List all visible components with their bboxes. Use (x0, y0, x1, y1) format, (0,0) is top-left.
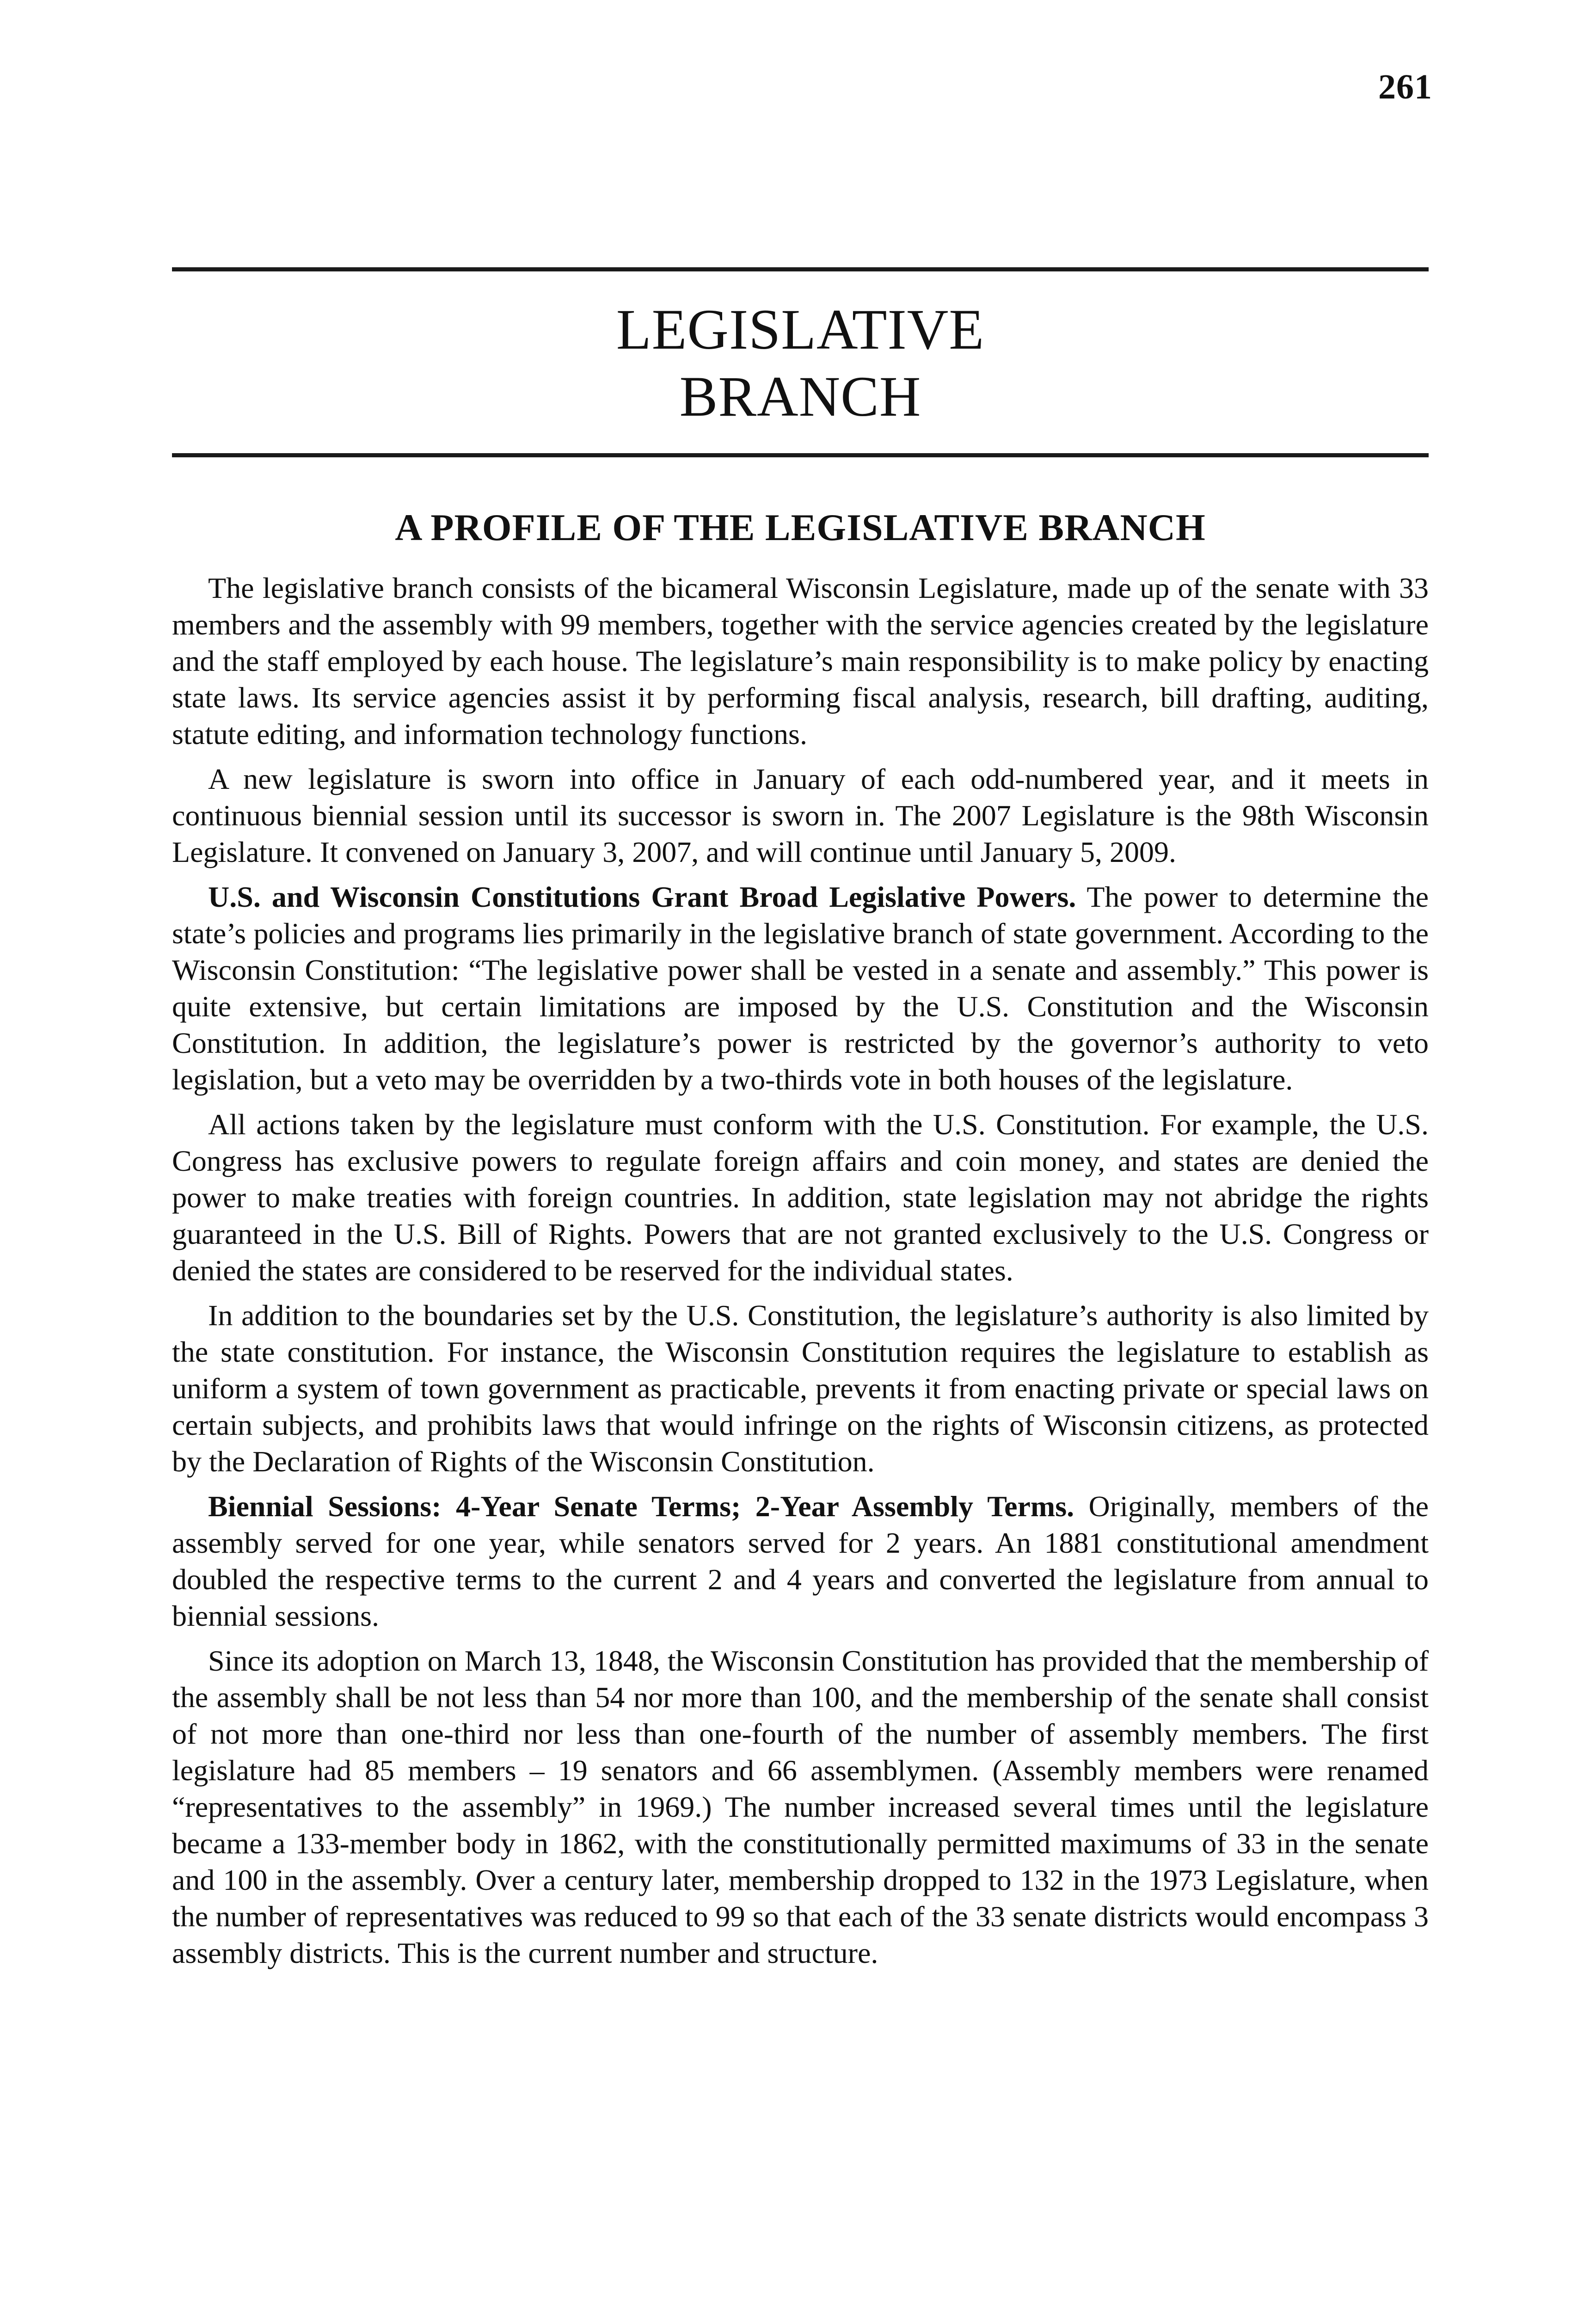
paragraph-biennial-sessions (172, 1488, 1429, 1634)
paragraph-constitutional-powers (172, 879, 1429, 1098)
chapter-title-line-1: LEGISLATIVE (616, 298, 985, 361)
section-heading: A PROFILE OF THE LEGISLATIVE BRANCH (395, 506, 1206, 548)
body-text (172, 570, 1429, 1980)
run-in-heading-biennial-sessions: Biennial Sessions: 4-Year Senate Terms; 2-Year Assembly Terms. (208, 1490, 1074, 1523)
chapter-bottom-rule (172, 453, 1429, 457)
chapter-title (172, 296, 1429, 430)
chapter-title-line-2: BRANCH (679, 365, 921, 428)
page-number: 261 (1378, 68, 1432, 106)
paragraph-us-constitution-limits: All actions taken by the legislature must conform with the U.S. Constitution. For example, the U.S. Congress has exclusive powers to regulate foreign affairs and coin money, and states are denied the power to make treaties with foreign countries. In addition, state legislation may not abridge the rights guaranteed in the U.S. Bill of Rights. Powers that are not granted exclusively to the U.S. Congress or denied the states are considered to be reserved for the individual states. (172, 1108, 1429, 1287)
paragraph-membership-history: Since its adoption on March 13, 1848, the Wisconsin Constitution has provided that the membership of the assembly shall be not less than 54 nor more than 100, and the membership of the senate shall consist of not more than one-third nor less than one-fourth of the number of assembly members. The first legislature had 85 members – 19 senators and 66 assemblymen. (Assembly members were renamed “representatives to the assembly” in 1969.) The number increased several times until the legislature became a 133-member body in 1862, with the constitutionally permitted maximums of 33 in the senate and 100 in the assembly. Over a century later, membership dropped to 132 in the 1973 Legislature, when the number of representatives was reduced to 99 so that each of the 33 senate districts would encompass 3 assembly districts. This is the current number and structure. (172, 1644, 1429, 1969)
run-in-heading-constitutions: U.S. and Wisconsin Constitutions Grant Broad Legislative Powers. (208, 880, 1076, 913)
paragraph-state-constitution-limits: In addition to the boundaries set by the U.S. Constitution, the legislature’s authority is also limited by the state constitution. For instance, the Wisconsin Constitution requires the legislature to establish as uniform a system of town government as practicable, prevents it from enacting private or special laws on certain subjects, and prohibits laws that would infringe on the rights of Wisconsin citizens, as protected by the Declaration of Rights of the Wisconsin Constitution. (172, 1299, 1429, 1478)
chapter-top-rule (172, 267, 1429, 271)
paragraph-biennial-sessions-text: Originally, members of the assembly served for one year, while senators served for 2 years. An 1881 constitutional amendment doubled the respective terms to the current 2 and 4 years and converted the legislature from annual to biennial sessions. (172, 1490, 1429, 1632)
paragraph-constitutional-powers-text: The power to determine the state’s policies and programs lies primarily in the legislative branch of state government. According to the Wisconsin Constitution: “The legislative power shall be vested in a senate and assembly.” This power is quite extensive, but certain limitations are imposed by the U.S. Constitution and the Wisconsin Constitution. In addition, the legislature’s power is restricted by the governor’s authority to veto legislation, but a veto may be overridden by a two-thirds vote in both houses of the legislature. (172, 880, 1429, 1096)
paragraph-legislative-overview: The legislative branch consists of the bicameral Wisconsin Legislature, made up of the senate with 33 members and the assembly with 99 members, together with the service agencies created by the legislature and the staff employed by each house. The legislature’s main responsibility is to make policy by enacting state laws. Its service agencies assist it by performing fiscal analysis, research, bill drafting, auditing, statute editing, and information technology functions. (172, 572, 1429, 750)
paragraph-legislature-session: A new legislature is sworn into office in January of each odd-numbered year, and it meets in continuous biennial session until its successor is sworn in. The 2007 Legislature is the 98th Wisconsin Legislature. It convened on January 3, 2007, and will continue until January 5, 2009. (172, 762, 1429, 868)
